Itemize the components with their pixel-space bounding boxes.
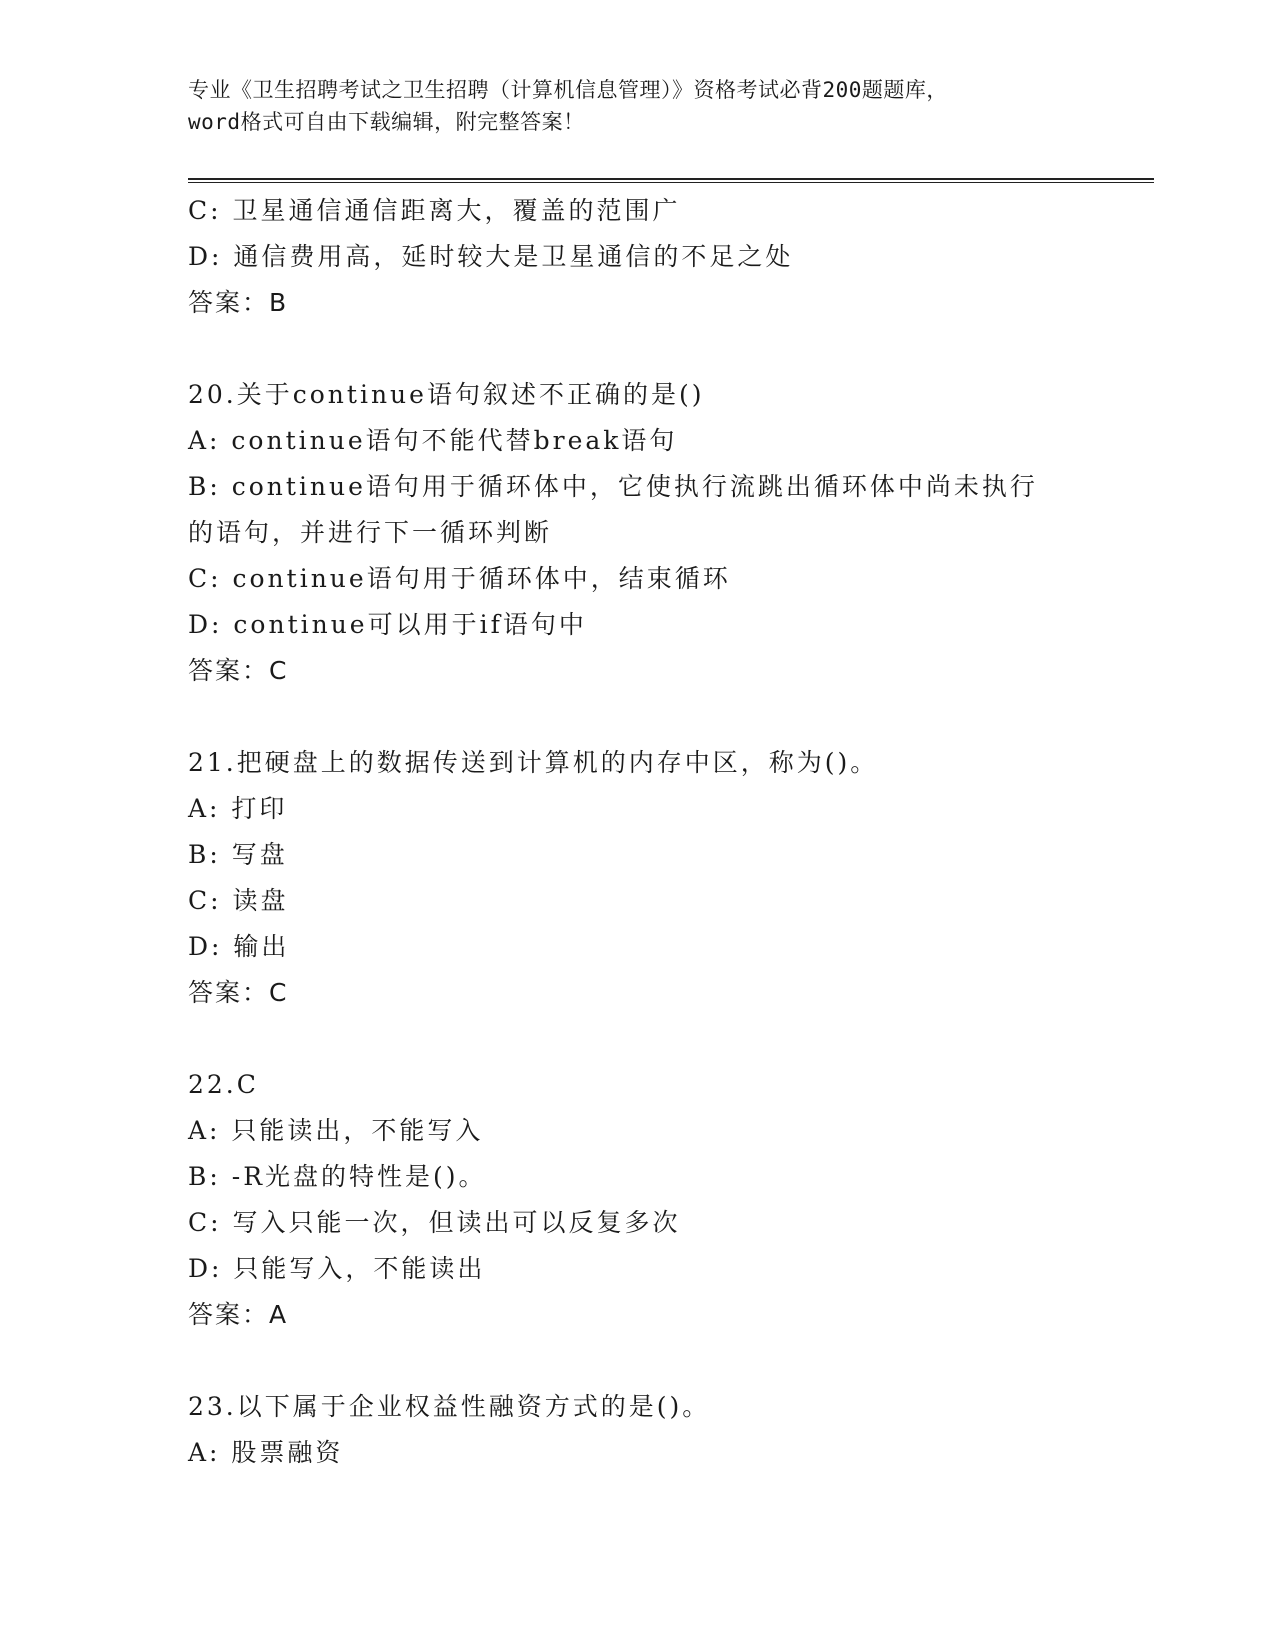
header-divider	[188, 178, 1154, 183]
question-text: 21.把硬盘上的数据传送到计算机的内存中区，称为()。	[188, 748, 879, 777]
question-21	[188, 740, 1148, 1016]
question-text: 20.关于continue语句叙述不正确的是()	[188, 380, 705, 409]
question-22	[188, 1062, 1148, 1338]
option-b: B: continue语句用于循环体中，它使执行流跳出循环体中尚未执行的语句，并进行下一循环判断	[188, 472, 1038, 547]
question-text: 23.以下属于企业权益性融资方式的是()。	[188, 1392, 711, 1421]
answer-text: 答案：A	[188, 1300, 289, 1329]
question-20	[188, 372, 1148, 694]
answer-text: 答案：C	[188, 978, 289, 1007]
option-b: B: -R光盘的特性是()。	[188, 1162, 487, 1191]
option-c: C: 卫星通信通信距离大，覆盖的范围广	[188, 196, 681, 225]
question-text: 22.C	[188, 1070, 259, 1099]
header-title-line-1: 专业《卫生招聘考试之卫生招聘（计算机信息管理）》资格考试必背200题题库，	[188, 78, 948, 102]
option-d: D: 通信费用高，延时较大是卫星通信的不足之处	[188, 242, 794, 271]
question-list	[188, 188, 1148, 1476]
answer-text: 答案：B	[188, 288, 289, 317]
option-a: A: 打印	[188, 794, 288, 823]
option-d: D: 输出	[188, 932, 290, 961]
option-a: A: continue语句不能代替break语句	[188, 426, 678, 455]
question-19-tail	[188, 188, 1148, 326]
question-23	[188, 1384, 1148, 1476]
spacer	[188, 1338, 1148, 1384]
answer-text: 答案：C	[188, 656, 289, 685]
option-c: C: 写入只能一次，但读出可以反复多次	[188, 1208, 681, 1237]
spacer	[188, 326, 1148, 372]
option-b: B: 写盘	[188, 840, 288, 869]
option-d: D: continue可以用于if语句中	[188, 610, 587, 639]
header-title-line-2: word格式可自由下载编辑，附完整答案！	[188, 110, 585, 134]
option-c: C: continue语句用于循环体中，结束循环	[188, 564, 731, 593]
spacer	[188, 1016, 1148, 1062]
option-a: A: 只能读出，不能写入	[188, 1116, 484, 1145]
option-a: A: 股票融资	[188, 1438, 344, 1467]
option-d: D: 只能写入，不能读出	[188, 1254, 486, 1283]
option-c: C: 读盘	[188, 886, 289, 915]
spacer	[188, 694, 1148, 740]
document-header	[188, 74, 1148, 138]
